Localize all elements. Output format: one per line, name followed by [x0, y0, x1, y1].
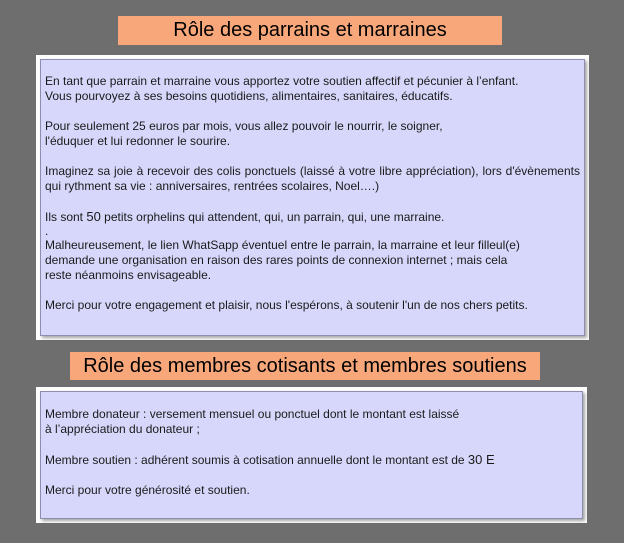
text-fragment: Ils sont — [45, 210, 87, 224]
paragraph-soutien — [45, 74, 580, 104]
parrains-panel-body — [40, 59, 585, 336]
orphan-count: 50 — [86, 209, 101, 224]
text-line: Malheureusement, le lien WhatSapp éventuel entre le parrain, la marraine et leur filleul(e) — [45, 238, 520, 252]
section-heading-membres: Rôle des membres cotisants et membres soutiens — [70, 352, 540, 380]
text-line: Vous pourvoyez à ses besoins quotidiens, alimentaires, sanitaires, éducatifs. — [45, 89, 453, 103]
text-line: demande une organisation en raison des rares points de connexion internet ; mais cela — [45, 253, 508, 267]
separator-dot: . — [45, 224, 49, 238]
paragraph-merci-parrains: Merci pour votre engagement et plaisir, nous l'espérons, à soutenir l'un de nos chers petits. — [45, 298, 528, 312]
text-fragment: Membre soutien : adhérent soumis à cotisation annuelle dont le montant est de — [45, 453, 468, 467]
paragraph-tarif — [45, 119, 580, 149]
paragraph-soutien-membre — [45, 452, 578, 468]
text-line: Membre donateur : versement mensuel ou ponctuel dont le montant est laissé — [45, 407, 460, 421]
cotisation-amount: 30 E — [467, 452, 495, 467]
paragraph-donateur — [45, 407, 578, 437]
text-line: à l’appréciation du donateur ; — [45, 422, 200, 436]
paragraph-whatsapp — [45, 238, 580, 283]
membres-panel-body — [40, 391, 583, 519]
paragraph-orphelins — [45, 209, 580, 225]
membres-panel — [36, 387, 587, 523]
text-line: Pour seulement 25 euros par mois, vous allez pouvoir le nourrir, le soigner, — [45, 119, 443, 133]
text-line: l'éduquer et lui redonner le sourire. — [45, 134, 231, 148]
text-line: reste néanmoins envisageable. — [45, 268, 212, 282]
section-heading-parrains: Rôle des parrains et marraines — [118, 16, 502, 45]
text-line: En tant que parrain et marraine vous apportez votre soutien affectif et pécunier à l’enfant. — [45, 74, 519, 88]
parrains-panel — [36, 55, 589, 340]
paragraph-colis: Imaginez sa joie à recevoir des colis ponctuels (laissé à votre libre appréciation), lors d'évènements qui rythment sa vie : anniversaires, rentrées scolaires, Noel….) — [45, 164, 580, 193]
text-fragment: petits orphelins qui attendent, qui, un parrain, qui, une marraine. — [100, 210, 445, 224]
paragraph-merci-membres: Merci pour votre générosité et soutien. — [45, 483, 250, 497]
